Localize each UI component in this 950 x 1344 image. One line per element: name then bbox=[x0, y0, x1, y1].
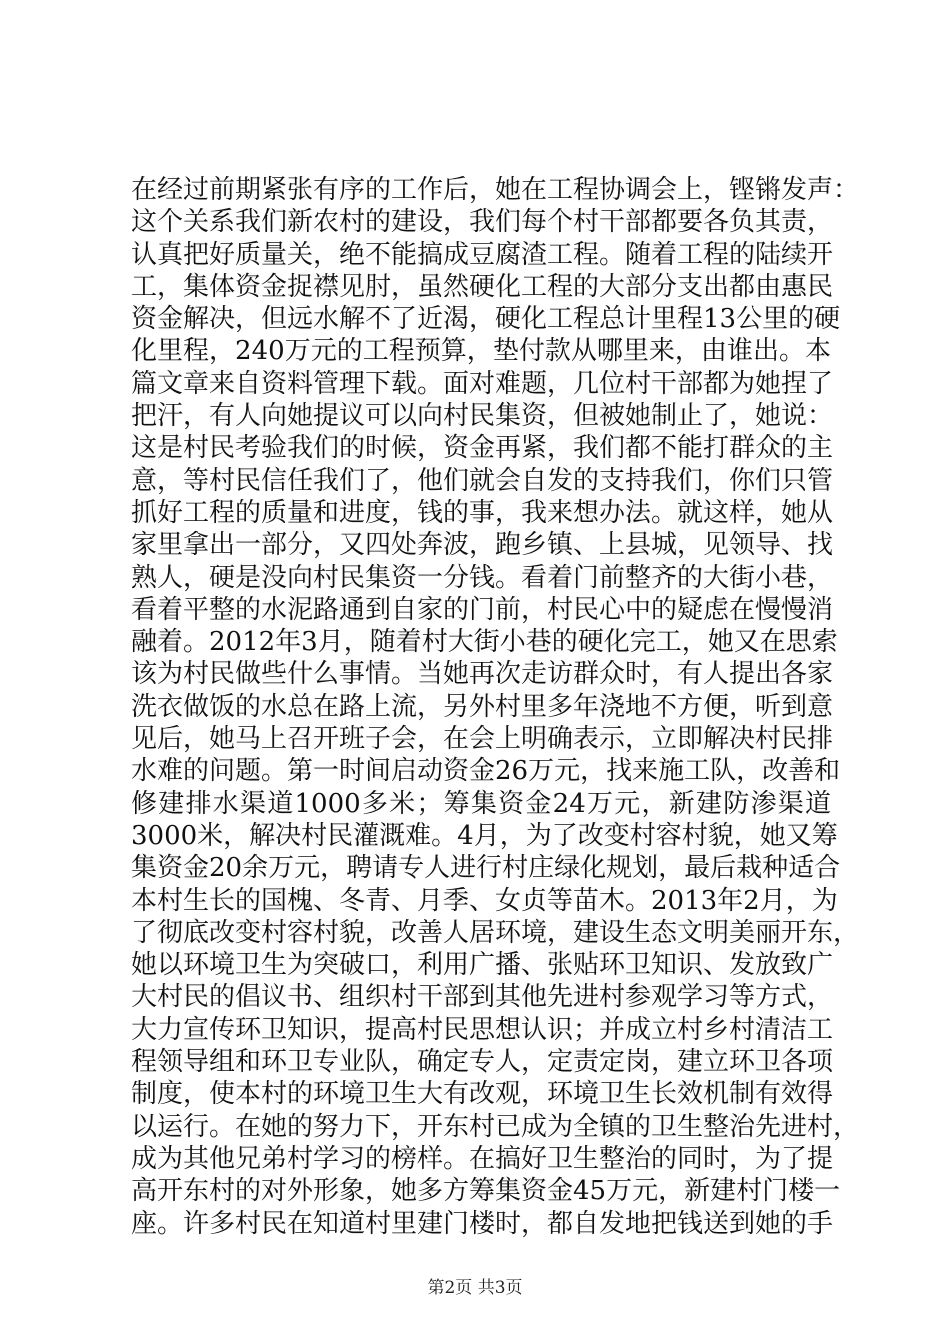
text-line: 化里程，240万元的工程预算，垫付款从哪里来，由谁出。本 bbox=[131, 336, 831, 367]
text-line: 高开东村的对外形象，她多方筹集资金45万元，新建村门楼一 bbox=[131, 1176, 841, 1207]
body-paragraph bbox=[131, 174, 860, 1240]
text-line: 看着平整的水泥路通到自家的门前，村民心中的疑虑在慢慢消 bbox=[131, 594, 834, 625]
text-line: 这个关系我们新农村的建设，我们每个村干部都要各负其责， bbox=[131, 207, 834, 238]
text-line: 座。许多村民在知道村里建门楼时，都自发地把钱送到她的手 bbox=[131, 1208, 834, 1239]
text-line: 篇文章来自资料管理下载。面对难题，几位村干部都为她捏了 bbox=[131, 368, 834, 399]
text-line: 大村民的倡议书、组织村干部到其他先进村参观学习等方式， bbox=[131, 982, 834, 1013]
text-line: 把汗，有人向她提议可以向村民集资，但被她制止了，她说： bbox=[131, 401, 834, 432]
text-line: 成为其他兄弟村学习的榜样。在搞好卫生整治的同时，为了提 bbox=[131, 1143, 834, 1174]
text-line: 熟人，硬是没向村民集资一分钱。看着门前整齐的大街小巷， bbox=[131, 562, 834, 593]
text-line: 水难的问题。第一时间启动资金26万元，找来施工队，改善和 bbox=[131, 756, 841, 787]
text-line: 3000米，解决村民灌溉难。4月，为了改变村容村貌，她又筹 bbox=[131, 820, 838, 851]
text-line: 意，等村民信任我们了，他们就会自发的支持我们，你们只管 bbox=[131, 465, 834, 496]
text-line: 工，集体资金捉襟见肘，虽然硬化工程的大部分支出都由惠民 bbox=[131, 271, 834, 302]
text-line: 制度，使本村的环境卫生大有改观，环境卫生长效机制有效得 bbox=[131, 1079, 834, 1110]
text-line: 在经过前期紧张有序的工作后，她在工程协调会上，铿锵发声： bbox=[131, 175, 860, 205]
text-line: 洗衣做饭的水总在路上流，另外村里多年浇地不方便，听到意 bbox=[131, 691, 834, 722]
text-line: 集资金20余万元，聘请专人进行村庄绿化规划，最后栽种适合 bbox=[131, 853, 841, 884]
text-line: 抓好工程的质量和进度，钱的事，我来想办法。就这样，她从 bbox=[131, 497, 834, 528]
text-line: 见后，她马上召开班子会，在会上明确表示，立即解决村民排 bbox=[131, 724, 834, 755]
text-line: 大力宣传环卫知识，提高村民思想认识；并成立村乡村清洁工 bbox=[131, 1014, 834, 1045]
text-line: 修建排水渠道1000多米；筹集资金24万元，新建防渗渠道 bbox=[131, 788, 831, 819]
text-line: 资金解决，但远水解不了近渴，硬化工程总计里程13公里的硬 bbox=[131, 304, 841, 335]
text-line: 该为村民做些什么事情。当她再次走访群众时，有人提出各家 bbox=[131, 659, 834, 690]
text-line: 了彻底改变村容村貌，改善人居环境，建设生态文明美丽开东， bbox=[131, 917, 860, 948]
text-line: 程领导组和环卫专业队，确定专人，定责定岗，建立环卫各项 bbox=[131, 1047, 834, 1078]
text-line: 认真把好质量关，绝不能搞成豆腐渣工程。随着工程的陆续开 bbox=[131, 239, 834, 270]
text-line: 融着。2012年3月，随着村大街小巷的硬化完工，她又在思索 bbox=[131, 627, 838, 658]
text-line: 家里拿出一部分，又四处奔波，跑乡镇、上县城，见领导、找 bbox=[131, 530, 834, 561]
text-line: 她以环境卫生为突破口，利用广播、张贴环卫知识、发放致广 bbox=[131, 950, 834, 981]
text-line: 本村生长的国槐、冬青、月季、女贞等苗木。2013年2月，为 bbox=[131, 885, 838, 916]
text-line: 以运行。在她的努力下，开东村已成为全镇的卫生整治先进村， bbox=[131, 1111, 860, 1142]
text-line: 这是村民考验我们的时候，资金再紧，我们都不能打群众的主 bbox=[131, 433, 834, 464]
page-number-footer: 第2页 共3页 bbox=[427, 1278, 523, 1298]
